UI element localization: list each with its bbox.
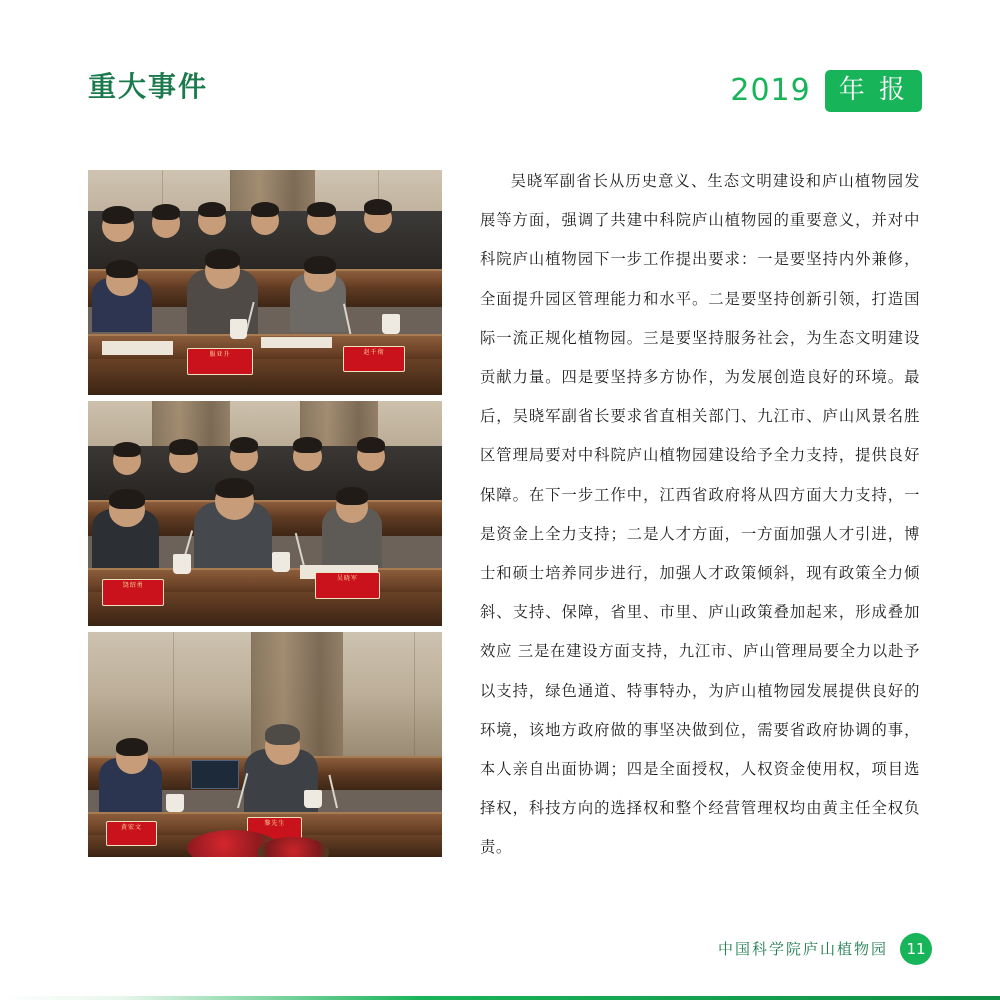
attendee-hair bbox=[169, 439, 197, 455]
tea-cup bbox=[304, 790, 322, 808]
article-body bbox=[480, 162, 920, 868]
document-paper bbox=[261, 337, 332, 348]
meeting-photo-top bbox=[88, 170, 442, 395]
attendee-hair bbox=[198, 202, 226, 218]
attendee-hair bbox=[357, 437, 385, 453]
laptop bbox=[191, 760, 239, 789]
attendee-hair bbox=[152, 204, 180, 220]
tea-cup bbox=[382, 314, 400, 334]
nameplate: 赵千彻 bbox=[343, 346, 405, 373]
nameplate: 黎先生 bbox=[247, 817, 302, 842]
page-title: 重大事件 bbox=[88, 70, 209, 103]
year-badge-group bbox=[730, 70, 922, 112]
footer-organization: 中国科学院庐山植物园 bbox=[717, 940, 888, 958]
attendee-hair bbox=[304, 256, 336, 274]
tea-cup bbox=[272, 552, 290, 572]
nameplate: 饶绍勇 bbox=[102, 579, 164, 606]
meeting-photo-middle bbox=[88, 401, 442, 626]
attendee-hair bbox=[102, 206, 134, 224]
tea-cup bbox=[230, 319, 248, 339]
attendee-hair bbox=[106, 260, 138, 278]
meeting-photo-bottom bbox=[88, 632, 442, 857]
page-number: 11 bbox=[900, 933, 932, 965]
annual-report-badge: 年 报 bbox=[825, 70, 922, 112]
speaker-hair bbox=[205, 249, 240, 269]
attendee-hair bbox=[109, 489, 144, 509]
document-paper bbox=[102, 341, 173, 355]
attendee-hair bbox=[113, 442, 141, 458]
year-number: 2019 bbox=[730, 73, 811, 108]
nameplate: 黄宏文 bbox=[106, 821, 158, 846]
nameplate: 吴晓军 bbox=[315, 572, 381, 599]
footer-divider bbox=[0, 996, 1000, 1000]
attendee-hair bbox=[293, 437, 321, 453]
attendee-hair bbox=[307, 202, 335, 218]
attendee-hair bbox=[336, 487, 368, 505]
speaker-hair bbox=[265, 724, 300, 744]
page-footer bbox=[0, 937, 1000, 967]
tea-cup bbox=[173, 554, 191, 574]
attendee-hair bbox=[251, 202, 279, 218]
nameplate: 服亚升 bbox=[187, 348, 253, 375]
photo-column bbox=[88, 170, 442, 863]
attendee-hair bbox=[230, 437, 258, 453]
attendee-hair bbox=[364, 199, 392, 215]
speaker-hair bbox=[215, 478, 254, 498]
tea-cup bbox=[166, 794, 184, 812]
page-header bbox=[0, 34, 1000, 108]
article-paragraph: 吴晓军副省长从历史意义、生态文明建设和庐山植物园发展等方面，强调了共建中科院庐山植物园的重要意义，并对中科院庐山植物园下一步工作提出要求：一是要坚持内外兼修，全面提升园区管理能力和水平。二是要坚持创新引领，打造国际一流正规化植物园。三是要坚持服务社会，为生态文明建设贡献力量。四是要坚持多方协作，为发展创造良好的环境。最后，吴晓军副省长要求省直相关部门、九江市、庐山风景名胜区管理局要对中科院庐山植物园建设给予全力支持，提供良好保障。在下一步工作中，江西省政府将从四方面大力支持，一是资金上全力支持；二是人才方面，一方面加强人才引进，博士和硕士培养同步进行，加强人才政策倾斜，现有政策全力倾斜、支持、保障，省里、市里、庐山政策叠加起来，形成叠加效应 三是在建设方面支持，九江市、庐山管理局要全力以赴予以支持，绿色通道、特事特办，为庐山植物园发展提供良好的环境，该地方政府做的事坚决做到位，需要省政府协调的事，本人亲自出面协调；四是全面授权，人权资金使用权，项目选择权，科技方向的选择权和整个经营管理权均由黄主任全权负责。 bbox=[480, 172, 920, 857]
attendee-hair bbox=[116, 738, 148, 756]
